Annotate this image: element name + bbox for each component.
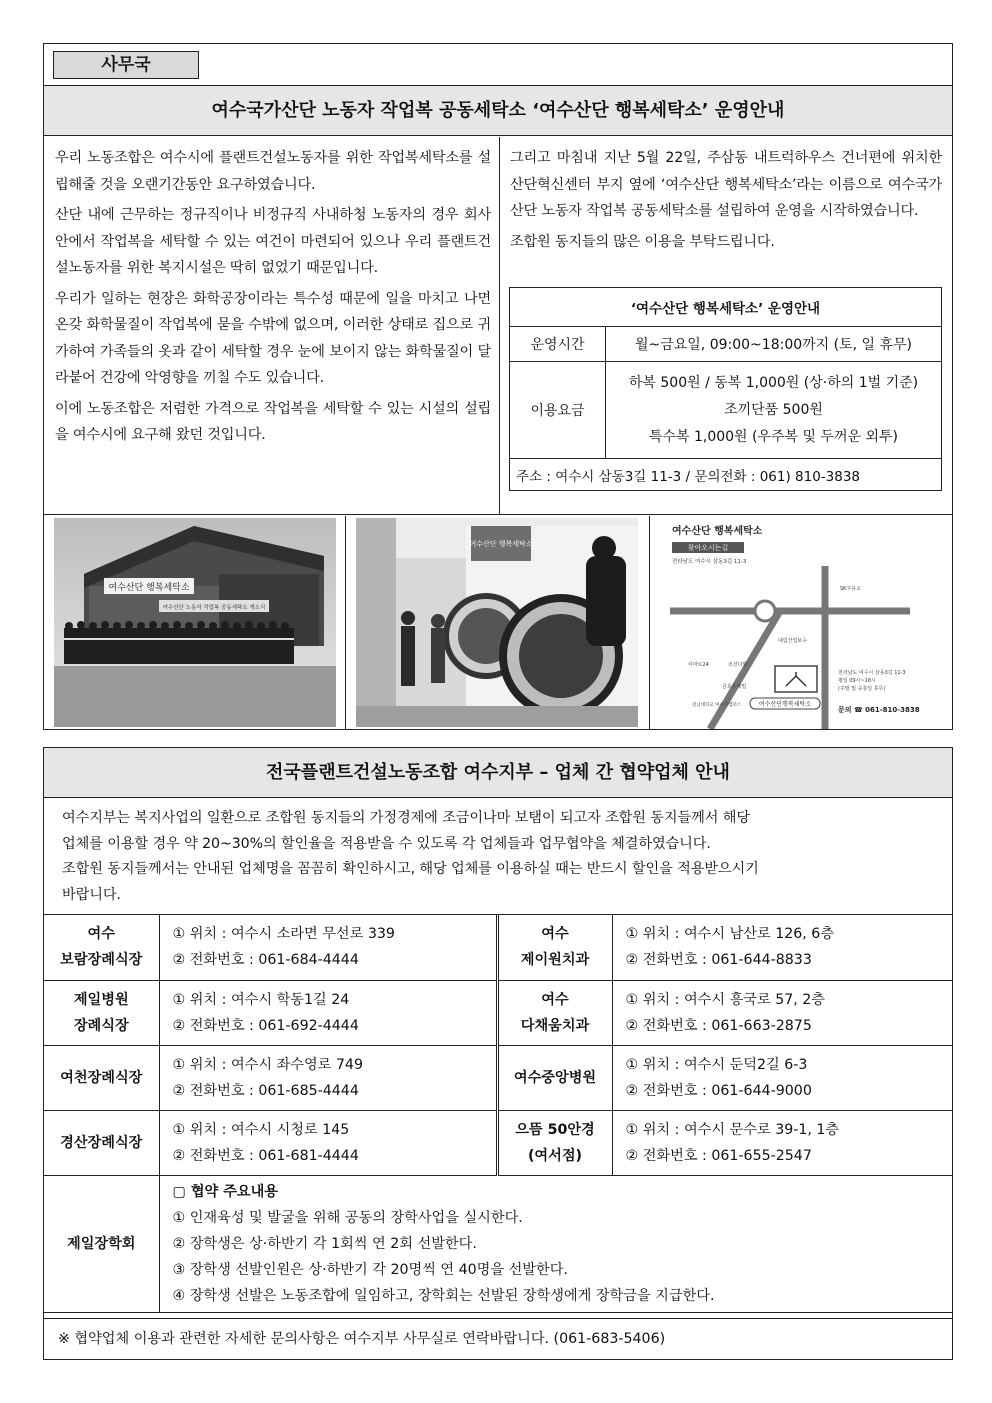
partner-phone: ② 전화번호 : 061-692-4444 [172,1017,359,1034]
intro-line-2: 업체를 이용할 경우 약 20~30%의 할인율을 적용받을 수 있도록 각 업체들과 업무협약을 체결하였습니다. [62,835,711,852]
scholarship-name: 제일장학회 [44,1175,159,1312]
scholarship-heading: ▢ 협약 주요내용 [172,1183,279,1200]
left-paragraph-3: 우리가 일하는 현장은 화학공장이라는 특수성 때문에 일을 마치고 나면 온갖 화학물질이 작업복에 묻을 수밖에 없으며, 이러한 상태로 집으로 귀가하여 가족들의 옷과 같이 세탁할 경우 눈에 보이지 않는 화학물질이 달라붙어 건강에 악영향을 끼칠 수도 있습니다. [55,290,491,386]
partners-title: 전국플랜트건설노동조합 여수지부 – 업체 간 협약업체 안내 [44,748,952,798]
photo-map [650,516,952,729]
right-column [500,137,952,514]
partner-location: ① 위치 : 여수시 문수로 39-1, 1층 [625,1121,840,1138]
scholarship-item-4: ④ 장학생 선발은 노동조합에 일임하고, 장학회는 선발된 장학생에게 장학금을 지급한다. [172,1287,715,1304]
map-poi-1: SK주유소 [840,586,861,592]
partner-name-line: 여수 [87,926,115,943]
partner-name-line: (여서점) [527,1147,583,1164]
fee-values [606,362,942,459]
partner-info [612,980,952,1045]
fee-line-1: 하복 500원 / 동복 1,000원 (상·하의 1벌 기준) [628,374,919,391]
location-map [650,516,952,729]
hours-label: 운영시간 [510,327,606,362]
map-logo: 여수산단 행복세탁소 [672,526,763,537]
partners-table [44,915,952,1313]
map-store-label: 여수산단행복세탁소 [758,701,812,708]
partner-name-line: 여수 [541,991,569,1008]
partner-name-line: 여수중앙병원 [513,1069,597,1086]
table-row [44,1045,952,1110]
address-line: 주소 : 여수시 삼동3길 11-3 / 문의전화 : 061) 810-3838 [510,459,942,491]
intro-line-3: 조합원 동지들께서는 안내된 업체명을 꼼꼼히 확인하시고, 해당 업체를 이용하실 때는 반드시 할인을 적용받으시기 [62,861,759,877]
partner-name [44,915,159,980]
partner-phone: ② 전화번호 : 061-681-4444 [172,1147,359,1164]
partner-name [44,1110,159,1175]
partner-name-line: 제일병원 [73,991,129,1008]
map-roundabout [755,601,775,621]
map-poi-6: 전남대학교 여수학캠퍼스 [692,703,742,708]
partner-info [159,1110,497,1175]
store-icon [775,666,817,692]
photo2-sign: 여수산단 행복세탁소 [469,540,533,548]
partners-intro [44,798,952,915]
partner-name-line: 경산장례식장 [60,1134,143,1151]
map-directions-title: 찾아오시는길 [687,544,729,552]
map-poi-5: 금호우체빌 [722,684,747,690]
scholarship-row [44,1175,952,1312]
partner-phone: ② 전화번호 : 061-644-8833 [625,952,812,969]
partner-info [159,1045,497,1110]
map-info-3: (주말 및 공휴일 휴무) [838,686,886,692]
scholarship-item-3: ③ 장학생 선발인원은 상·하반기 각 20명씩 연 40명을 선발한다. [172,1261,568,1278]
right-paragraph-1: 그리고 마침내 지난 5월 22일, 주삼동 내트럭하우스 건너편에 위치한 산단혁신센터 부지 옆에 ‘여수산단 행복세탁소’라는 이름으로 여수국가산단 노동자 작업복 공동세탁소를 설립하여 운영을 시작하였습니다. [510,150,942,219]
section-tag-row [44,44,952,86]
intro-line-4: 바랍니다. [62,886,121,903]
map-address-line: 전라남도 여수시 삼동3길 11-3 [672,559,747,565]
partner-info [612,915,952,980]
section-tag: 사무국 [53,51,199,79]
partner-location: ① 위치 : 여수시 시청로 145 [172,1121,350,1138]
partner-location: ① 위치 : 여수시 소라면 무선로 339 [172,926,395,943]
partner-phone: ② 전화번호 : 061-644-9000 [625,1082,812,1099]
laundry-columns [44,137,952,515]
photo-laundry-machines [346,516,650,729]
partner-name [497,915,612,980]
partner-name-line: 여천장례식장 [60,1069,143,1086]
partner-name-line: 으뜸 50안경 [515,1121,595,1138]
opening-ceremony-image [44,516,346,729]
laundry-info-table [509,287,942,491]
intro-line-1: 여수지부는 복지사업의 일환으로 조합원 동지들의 가정경제에 조금이나마 보탬이 되고자 조합원 동지들께서 해당 [62,810,750,826]
map-phone: 문의 ☎ 061-810-3838 [838,706,920,714]
left-paragraph-2: 산단 내에 근무하는 정규직이나 비정규직 사내하청 노동자의 경우 회사안에서 작업복을 세탁할 수 있는 여건이 마련되어 있으나 우리 플랜트건설노동자를 위한 복지시설은 딱히 없었기 때문입니다. [55,207,491,276]
partner-location: ① 위치 : 여수시 남산로 126, 6층 [625,926,835,943]
partner-info [612,1110,952,1175]
scholarship-item-2: ② 장학생은 상·하반기 각 1회씩 연 2회 선발한다. [172,1235,477,1252]
map-poi-3: 이마트24 [688,662,709,668]
partner-name-line: 장례식장 [73,1017,129,1034]
partner-name-line: 보람장례식장 [60,952,143,969]
partner-info [159,980,497,1045]
left-column [44,137,500,514]
right-paragraph-2: 조합원 동지들의 많은 이용을 부탁드립니다. [510,233,775,250]
laundry-title: 여수국가산단 노동자 작업복 공동세탁소 ‘여수산단 행복세탁소’ 운영안내 [44,86,952,136]
hours-value: 월~금요일, 09:00~18:00까지 (토, 일 휴무) [606,327,942,362]
map-poi-2: 대림산업보수 [778,638,807,644]
fee-line-2: 조끼단품 500원 [724,401,823,418]
fee-line-3: 특수복 1,000원 (우주복 및 두꺼운 외투) [648,428,899,445]
table-row [44,980,952,1045]
map-poi-4: 조선다방 [728,662,748,668]
partner-name-line: 제이원치과 [520,952,590,969]
partner-name [497,1045,612,1110]
left-paragraph-4: 이에 노동조합은 저렴한 가격으로 작업복을 세탁할 수 있는 시설의 설립을 여수시에 요구해 왔던 것입니다. [55,400,491,443]
partner-location: ① 위치 : 여수시 좌수영로 749 [172,1056,363,1073]
partner-name [497,980,612,1045]
partner-phone: ② 전화번호 : 061-684-4444 [172,952,359,969]
fee-label: 이용요금 [510,362,606,459]
laundry-section [43,43,953,730]
photo1-sign: 여수산단 행복세탁소 [108,583,190,593]
partners-section [43,747,953,1360]
scholarship-info [159,1175,952,1312]
partner-name [44,980,159,1045]
map-info-2: 평일 09시~18시 [838,678,876,684]
photo-opening-ceremony [44,516,346,729]
left-paragraph-1: 우리 노동조합은 여수시에 플랜트건설노동자를 위한 작업복세탁소를 설립해줄 것을 오랜기간동안 요구하였습니다. [55,150,491,193]
partner-location: ① 위치 : 여수시 학동1길 24 [172,991,350,1008]
photo1-banner: 여수산단 노동자 작업복 공동세탁소 개소식 [162,605,266,611]
partner-name [497,1110,612,1175]
partner-phone: ② 전화번호 : 061-655-2547 [625,1147,812,1164]
scholarship-item-1: ① 인재육성 및 발굴을 위해 공동의 장학사업을 실시한다. [172,1209,523,1226]
partner-phone: ② 전화번호 : 061-663-2875 [625,1017,812,1034]
partner-name-line: 다채움치과 [520,1017,590,1034]
partner-name [44,1045,159,1110]
partner-phone: ② 전화번호 : 061-685-4444 [172,1082,359,1099]
table-row [44,915,952,980]
partner-name-line: 여수 [541,926,569,943]
laundry-machines-image [346,516,650,729]
info-table-title: ‘여수산단 행복세탁소’ 운영안내 [510,288,942,327]
footer-note: ※ 협약업체 이용과 관련한 자세한 문의사항은 여수지부 사무실로 연락바랍니다. (061-683-5406) [44,1318,952,1359]
table-row [44,1110,952,1175]
partner-location: ① 위치 : 여수시 흥국로 57, 2층 [625,991,825,1008]
map-info-1: 전라남도 여수시 삼동3길 11-3 [838,670,906,676]
partner-info [159,915,497,980]
photo-strip [44,516,952,729]
partner-location: ① 위치 : 여수시 둔덕2길 6-3 [625,1056,808,1073]
partner-info [612,1045,952,1110]
